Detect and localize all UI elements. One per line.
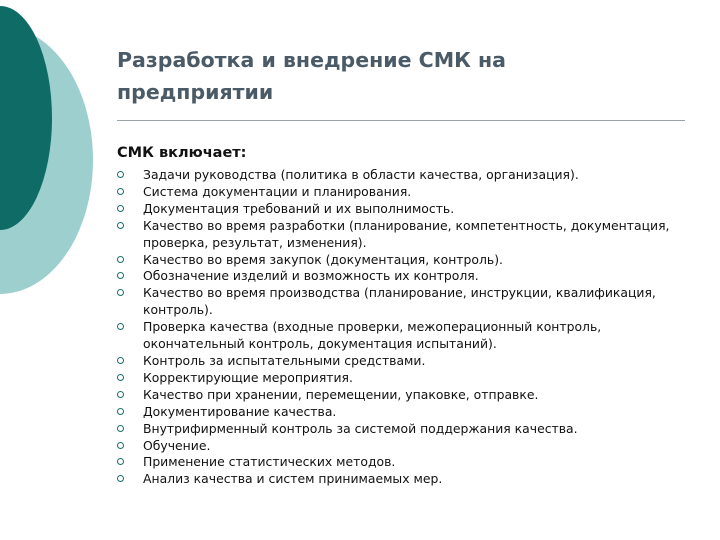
list-item-text: Качество при хранении, перемещении, упаковке, отправке. (143, 386, 539, 402)
hollow-circle-bullet-icon (117, 272, 124, 279)
hollow-circle-bullet-icon (117, 442, 124, 449)
hollow-circle-bullet-icon (117, 323, 124, 330)
list-item-text: Система документации и планирования. (143, 183, 412, 199)
list-item-text: Внутрифирменный контроль за системой поддержания качества. (143, 420, 578, 436)
list-item (117, 370, 687, 387)
list-item-text: Документирование качества. (143, 403, 337, 419)
hollow-circle-bullet-icon (117, 357, 124, 364)
hollow-circle-bullet-icon (117, 458, 124, 465)
list-item-text: Обозначение изделий и возможность их контроля. (143, 268, 479, 284)
list-item (117, 268, 687, 285)
list-item-text: Анализ качества и систем принимаемых мер. (143, 471, 443, 487)
list-item-text: Документация требований и их выполнимость. (143, 200, 455, 216)
list-item-text: Контроль за испытательными средствами. (143, 352, 426, 368)
list-item (117, 285, 687, 319)
hollow-circle-bullet-icon (117, 289, 124, 296)
title-line-1: Разработка и внедрение СМК на (117, 48, 507, 72)
hollow-circle-bullet-icon (117, 188, 124, 195)
list-item-text: Качество во время закупок (документация, контроль). (143, 251, 503, 267)
list-item-text: Задачи руководства (политика в области качества, организация). (143, 167, 579, 182)
list-item (117, 421, 687, 438)
hollow-circle-bullet-icon (117, 171, 124, 178)
list-item-text: Корректирующие мероприятия. (143, 369, 353, 385)
hollow-circle-bullet-icon (117, 222, 124, 229)
list-item (117, 184, 687, 201)
list-item (117, 167, 687, 184)
list-item (117, 252, 687, 269)
list-item (117, 454, 687, 471)
hollow-circle-bullet-icon (117, 391, 124, 398)
list-item (117, 319, 687, 353)
hollow-circle-bullet-icon (117, 425, 124, 432)
list-item (117, 438, 687, 455)
title-divider (117, 120, 685, 121)
title-line-2: предприятии (117, 80, 274, 104)
section-heading: СМК включает: (117, 145, 247, 161)
list-item-text: Качество во время производства (планирование, инструкции, квалификация, контроль). (143, 285, 656, 318)
slide-title (117, 44, 677, 108)
list-item (117, 471, 687, 488)
list-item-text: Применение статистических методов. (143, 454, 396, 470)
list-item (117, 201, 687, 218)
hollow-circle-bullet-icon (117, 374, 124, 381)
hollow-circle-bullet-icon (117, 408, 124, 415)
hollow-circle-bullet-icon (117, 256, 124, 263)
hollow-circle-bullet-icon (117, 475, 124, 482)
hollow-circle-bullet-icon (117, 205, 124, 212)
list-item-text: Проверка качества (входные проверки, межоперационный контроль, окончательный контроль, документация испытаний). (143, 319, 602, 352)
list-item (117, 353, 687, 370)
list-item (117, 218, 687, 252)
list-item (117, 404, 687, 421)
bullet-list (117, 167, 687, 488)
list-item (117, 387, 687, 404)
list-item-text: Качество во время разработки (планирование, компетентность, документация, проверка, результат, изменения). (143, 217, 670, 250)
list-item-text: Обучение. (143, 437, 211, 453)
